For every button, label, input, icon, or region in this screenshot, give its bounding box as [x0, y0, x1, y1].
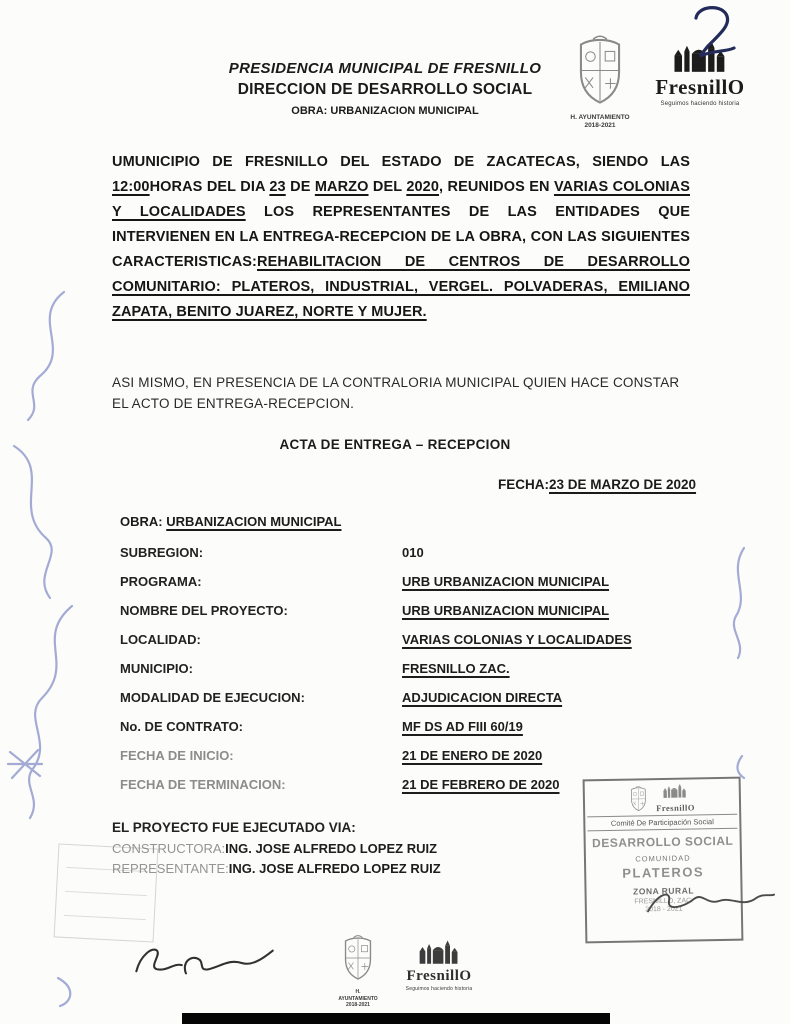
field-row	[120, 690, 692, 707]
execution-value: ING. JOSE ALFREDO LOPEZ RUIZ	[228, 861, 441, 876]
field-value: ADJUDICACION DIRECTA	[402, 690, 563, 705]
header-obra: OBRA: URBANIZACION MUNICIPAL	[291, 105, 479, 117]
footer-wordmark: FresnillO	[406, 968, 472, 984]
date-value: 23 DE MARZO DE 2020	[549, 477, 697, 492]
execution-block	[112, 818, 441, 880]
stamp-buildings-icon	[662, 783, 688, 798]
execution-row	[112, 859, 441, 880]
witness-paragraph: ASI MISMO, EN PRESENCIA DE LA CONTRALORIA MUNICIPAL QUIEN HACE CONSTAR EL ACTO DE ENTREGA-RECEPCION.	[112, 375, 680, 411]
document-header	[150, 60, 620, 117]
crest-caption-top: H. AYUNTAMIENTO	[570, 114, 630, 121]
stamp-zone: ZONA RURAL	[633, 885, 695, 897]
date-line	[498, 477, 696, 492]
field-label: FECHA DE INICIO:	[120, 748, 234, 763]
stamp-community-label: COMUNIDAD	[635, 853, 691, 864]
stamp-community: PLATEROS	[622, 864, 705, 881]
footer-crest-caption-bottom: 2018-2021	[346, 1002, 370, 1008]
field-label: PROGRAMA:	[120, 574, 202, 589]
field-label: No. DE CONTRATO:	[120, 719, 244, 734]
execution-row	[112, 839, 441, 860]
obra-label: OBRA:	[120, 514, 163, 529]
header-presidencia: PRESIDENCIA MUNICIPAL DE FRESNILLO	[228, 60, 542, 77]
scan-artifact-bar	[182, 1013, 610, 1024]
header-direccion: DIRECCION DE DESARROLLO SOCIAL	[237, 81, 533, 98]
date-label: FECHA:	[498, 477, 549, 492]
execution-heading: EL PROYECTO FUE EJECUTADO VIA:	[112, 820, 356, 835]
stamp-period: 2018 - 2021	[645, 905, 683, 914]
field-value: 21 DE FEBRERO DE 2020	[402, 777, 560, 792]
field-row	[120, 632, 692, 649]
field-value: MF DS AD FIII 60/19	[402, 719, 523, 734]
fields-table	[120, 545, 692, 806]
footer-fresnillo-logo	[392, 938, 486, 992]
document-title: ACTA DE ENTREGA – RECEPCION	[279, 437, 511, 452]
stamp-signature	[640, 882, 780, 924]
field-row	[120, 545, 692, 562]
handwritten-page-number	[686, 2, 742, 62]
footer-crest	[338, 934, 378, 1009]
stamp-wordmark: FresnillO	[656, 802, 696, 814]
execution-label: REPRESENTANTE:	[112, 861, 229, 876]
field-label: MODALIDAD DE EJECUCION:	[120, 690, 305, 705]
stamp-crest-icon	[629, 785, 648, 812]
field-row	[120, 719, 692, 736]
crest-caption-bottom: 2018-2021	[584, 122, 616, 130]
field-value: FRESNILLO ZAC.	[402, 661, 510, 676]
stamp-committee: Comité De Participación Social	[587, 815, 737, 832]
footer-crest-icon	[341, 934, 375, 982]
field-row	[120, 661, 692, 678]
field-label: MUNICIPIO:	[120, 661, 193, 676]
field-value: VARIAS COLONIAS Y LOCALIDADES	[402, 632, 632, 647]
footer-crest-caption-top: H. AYUNTAMIENTO	[338, 989, 378, 1002]
footer-buildings-icon	[417, 938, 461, 964]
field-label: LOCALIDAD:	[120, 632, 201, 647]
field-value: URB URBANIZACION MUNICIPAL	[402, 574, 610, 589]
stamp-department: DESARROLLO SOCIAL	[591, 833, 734, 851]
municipal-crest	[570, 34, 630, 131]
field-value: 21 DE ENERO DE 2020	[402, 748, 543, 763]
intro-paragraph: UMUNICIPIO DE FRESNILLO DEL ESTADO DE ZACATECAS, SIENDO LAS 12:00HORAS DEL DIA 23 DE MARZO DEL 2020, REUNIDOS EN VARIAS COLONIAS Y LOCALIDADES LOS REPRESENTANTES DE LAS ENTIDADES QUE INTERVIENEN EN LA ENTREGA-RECEPCION DE LA OBRA, CON LAS SIGUIENTES CARACTERISTICAS:REHABILITACION DE CENTROS DE DESARROLLO COMUNITARIO: PLATEROS, INDUSTRIAL, VERGEL. POLVADERAS, EMILIANO ZAPATA, BENITO JUAREZ, NORTE Y MUJER.	[112, 154, 690, 320]
field-label: SUBREGION:	[120, 545, 204, 560]
crest-icon	[574, 34, 626, 107]
fresnillo-tagline: Seguimos haciendo historia	[660, 101, 740, 107]
field-row	[120, 574, 692, 591]
field-value: 010	[402, 545, 424, 560]
handwritten-signature	[126, 936, 281, 988]
execution-value: ING. JOSE ALFREDO LOPEZ RUIZ	[225, 840, 438, 856]
field-label: NOMBRE DEL PROYECTO:	[120, 603, 288, 618]
field-value: URB URBANIZACION MUNICIPAL	[402, 603, 610, 618]
field-label: FECHA DE TERMINACION:	[120, 777, 286, 792]
execution-label: CONSTRUCTORA:	[112, 840, 226, 856]
stamp-city: FRESNILLO, ZAC.	[634, 897, 694, 906]
footer-tagline: Seguimos haciendo historia	[405, 986, 473, 992]
obra-line	[120, 514, 341, 529]
field-row	[120, 748, 692, 765]
obra-value: URBANIZACION MUNICIPAL	[166, 514, 342, 529]
execution-rows	[112, 839, 441, 880]
ghost-stamp-artifact	[54, 843, 159, 942]
field-row	[120, 603, 692, 620]
fresnillo-wordmark: FresnillO	[655, 75, 745, 99]
